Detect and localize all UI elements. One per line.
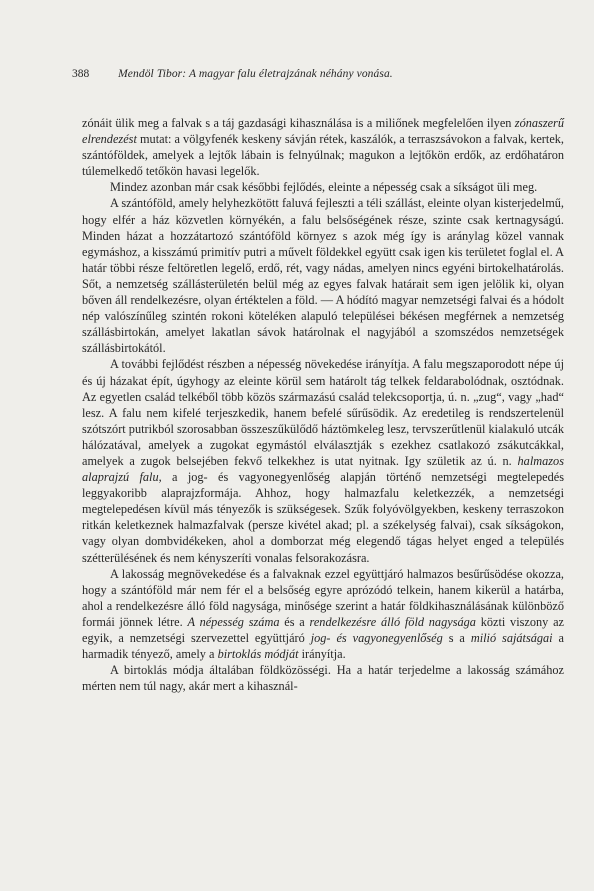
text-run: zónáit ülik meg a falvak s a táj gazdasági kihasználása is a miliőnek megfelelően ilyen <box>82 116 515 130</box>
italic-phrase: birtoklás módját <box>217 647 299 662</box>
text-run: A további fejlődést részben a népesség növekedése irányítja. A falu megszaporodott népe új és új házakat épít, úgyhogy az eleinte körül sem határolt tág telkek feldarabolódnak, osztódnak. Az egyetlen család telkéből több közös származású család telekcsoportja, ú. n. „zug“, vagy „had“ lesz. A falu nem kifelé terjeszkedik, hanem befelé sűrűsödik. Az eredetileg is rendszertelenül szótszórt putrikból szorosabban összeszűkülődő háztömkeleg lesz, tervszerűtlenül kialakuló utcák hálózatával, amelyek a zugokat egymástól elválasztják s ezekhez csatlakozó zsákutcákkal, amelyek a zugok belsejében fekvő telkekhez is utat nyitnak. Igy születik az ú. n. <box>82 357 564 468</box>
text-run: A birtoklás módja általában földközösségi. Ha a határ terjedelme a lakosság számához mérten nem túl nagy, akár mert a kihasznál- <box>82 663 564 694</box>
text-run: A lakosság megnövekedése és a falvaknak ezzel együttjáró halmazos besűrűsödése okozza, hogy a szántóföld már nem fér el a belsőség egyre aprózódó telkein, hanem kikerül a határba, ahol a rendelkezésre álló föld nagysága, minősége szerint a határ földkihasználásának különböző formái jönnek létre. <box>82 566 564 629</box>
text-run: Mindez azonban már csak későbbi fejlődés, eleinte a népesség csak a síkságot üli meg. <box>110 180 538 195</box>
text-run: a jog- és vagyonegyenlőség alapján történő nemzetségi megtelepedés leggyakoribb alaprajzformája. Ahhoz, hogy halmazfalu keletkezzék, a nemzetségi megtelepedésen kívül más tényezők is szükségesek. Szűk folyóvölgyekben, keskeny terraszokon ritkán keletkeznek halmazfalvak (persze kivétel akad; pl. a székelység falvai), csak síkságokon, vagy olyan dombvidékeken, ahol a domborzat még elegendő tágas helyet enged a település szétterülésének és nem kényszeríti vonalas felsorakozásra. <box>82 470 565 565</box>
paragraph <box>82 566 564 663</box>
text-run: irányítja. <box>298 647 346 662</box>
paragraph <box>82 662 564 694</box>
page-number: 388 <box>72 68 90 80</box>
paragraph <box>82 195 564 356</box>
text-run: közti viszony az egyik, a nemzetségi szervezettel együttjáró <box>82 614 565 645</box>
body-text <box>82 115 564 694</box>
italic-phrase: A népesség száma <box>187 614 280 629</box>
text-run: mutat: a völgyfenék keskeny sávján rétek, kaszálók, a terraszsávokon a falvak, kertek, szántóföldek, amelyek a lejtők lábain is felnyúlnak; magukon a lejtőkön erdők, az erdőhatáron túlemelkedő tetőkön havasi legelők. <box>82 132 564 179</box>
italic-phrase: rendelkezésre álló föld nagysága <box>309 614 476 629</box>
italic-phrase: zónaszerű elrendezést <box>82 116 564 147</box>
text-run: A szántóföld, amely helyhezkötött faluvá fejleszti a téli szállást, eleinte olyan kisterjedelmű, hogy elfér a ház közvetlen környékén, a falu belsőségének része, szinte csak kertnagyságú. Minden házat a hozzátartozó szántóföld környez s azok még így is aránylag közel vannak egymáshoz, a kisszámú primitív putri a művelt földekkel együtt csak igen kis területet foglal el. A határ többi része feltöretlen legelő, erdő, rét, vagy nádas, amelyen nincs egyéni birtokelhatárolás. Sőt, a nemzetség szállásterületén belül még az egyes falvak határait sem igen jelölik ki, olyan bőven áll rendelkezésre, olyan értéktelen a föld. — A hódító magyar nemzetségi falvai és a hódolt nép valószínűleg szintén rokoni köteléken alapuló települései békésen megférnek a nemzetség szállásbirtokán, amelyet lakatlan sávok határolnak el nagyjából a szomszédos nemzetségek szállásbirtokától. <box>82 196 564 356</box>
text-run: a harmadik tényező, amely a <box>82 631 564 662</box>
paragraph <box>82 356 564 565</box>
text-run: s a <box>442 631 471 645</box>
italic-phrase: halmazos alaprajzú falu, <box>82 453 564 485</box>
page-header <box>72 67 512 81</box>
text-run: és a <box>279 614 310 629</box>
running-title: Mendöl Tibor: A magyar falu életrajzának néhány vonása. <box>118 68 393 80</box>
paragraph <box>82 115 564 179</box>
italic-phrase: jog- és vagyonegyenlőség <box>310 631 443 645</box>
italic-phrase: milió sajátságai <box>470 631 553 645</box>
paragraph <box>82 179 564 195</box>
